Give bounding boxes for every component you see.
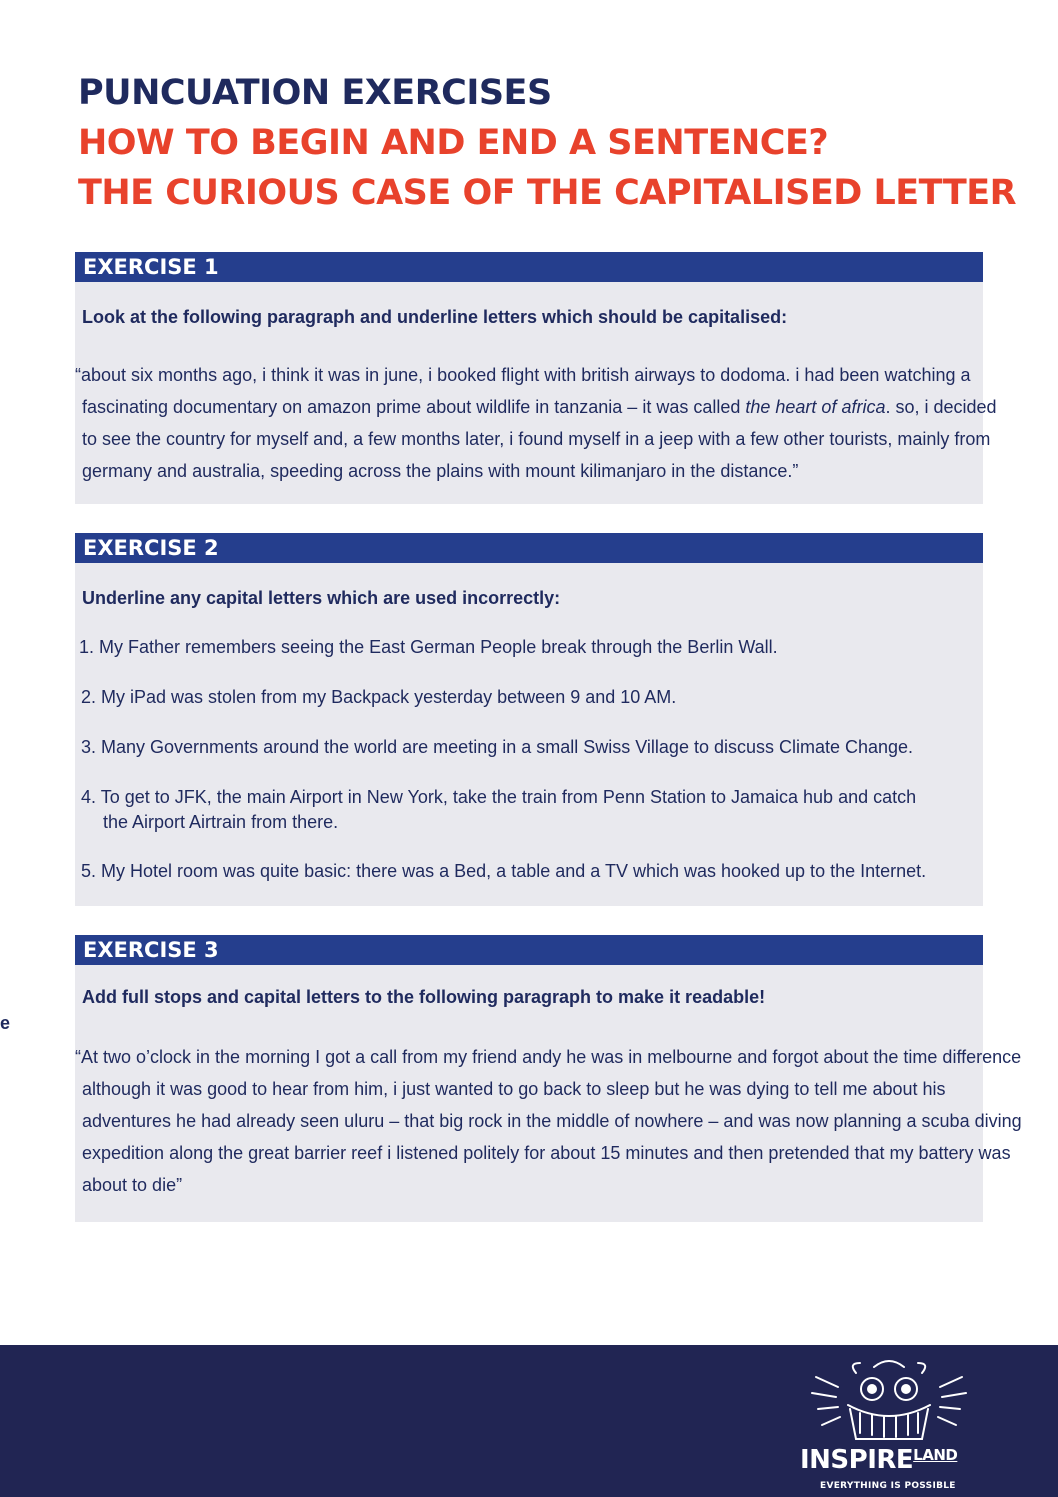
list-item: 3. Many Governments around the world are meeting in a small Swiss Village to discuss Climate Change. bbox=[81, 737, 914, 757]
footer-band bbox=[0, 1345, 1058, 1497]
logo-tagline: EVERYTHING IS POSSIBLE bbox=[820, 1481, 956, 1491]
list-item: 1. My Father remembers seeing the East German People break through the Berlin Wall. bbox=[79, 637, 778, 657]
exercise-3-heading: EXERCISE 3 bbox=[75, 935, 983, 965]
page-subtitle-2: THE CURIOUS CASE OF THE CAPITALISED LETTER bbox=[78, 173, 1017, 213]
paragraph-line: although it was good to hear from him, i just wanted to go back to sleep but he was dying to tell me about his bbox=[82, 1079, 946, 1099]
margin-letter: e bbox=[0, 1013, 11, 1033]
title-block bbox=[78, 68, 1016, 218]
list-item: 4. To get to JFK, the main Airport in New York, take the train from Penn Station to Jamaica hub and catch the Airport Airtrain from there. bbox=[81, 785, 916, 835]
logo-wordmark: $INSPIRE^{LAND}$ bbox=[800, 1445, 958, 1475]
page-title: PUNCUATION EXERCISES bbox=[78, 73, 552, 113]
exercise-3-section bbox=[75, 935, 1022, 1222]
paragraph-line: expedition along the great barrier reef i listened politely for about 15 minutes and then pretended that my battery was bbox=[82, 1143, 1011, 1163]
exercise-2-heading: EXERCISE 2 bbox=[75, 533, 983, 563]
paragraph-line: “about six months ago, i think it was in june, i booked flight with british airways to dodoma. i had been watching a bbox=[75, 365, 971, 385]
exercise-1-section bbox=[75, 252, 997, 504]
inspireland-logo bbox=[798, 1357, 980, 1489]
exercise-2-section bbox=[75, 533, 983, 906]
list-item-continuation: the Airport Airtrain from there. bbox=[103, 812, 339, 832]
exercise-3-paragraph bbox=[75, 1041, 1022, 1201]
paragraph-line: to see the country for myself and, a few months later, i found myself in a jeep with a few other tourists, mainly from bbox=[82, 429, 991, 449]
exercise-1-instruction: Look at the following paragraph and underline letters which should be capitalised: bbox=[82, 307, 788, 327]
paragraph-line: adventures he had already seen uluru – that big rock in the middle of nowhere – and was now planning a scuba diving bbox=[82, 1111, 1022, 1131]
page-subtitle-1: HOW TO BEGIN AND END A SENTENCE? bbox=[78, 123, 829, 163]
exercise-1-paragraph bbox=[75, 359, 997, 487]
paragraph-line: about to die” bbox=[82, 1175, 183, 1195]
exercise-2-instruction: Underline any capital letters which are used incorrectly: bbox=[82, 588, 561, 608]
exercise-1-heading: EXERCISE 1 bbox=[75, 252, 983, 282]
list-item: 2. My iPad was stolen from my Backpack yesterday between 9 and 10 AM. bbox=[81, 687, 677, 707]
exercise-3-instruction: Add full stops and capital letters to the following paragraph to make it readable! bbox=[82, 987, 766, 1007]
paragraph-line: germany and australia, speeding across the plains with mount kilimanjaro in the distance.” bbox=[82, 461, 799, 481]
logo-emblem-icon bbox=[798, 1357, 980, 1447]
paragraph-line: fascinating documentary on amazon prime about wildlife in tanzania – it was called the heart of africa. so, i decided bbox=[82, 397, 997, 417]
italic-title: the heart of africa bbox=[745, 397, 886, 417]
list-item: 5. My Hotel room was quite basic: there was a Bed, a table and a TV which was hooked up to the Internet. bbox=[81, 861, 927, 881]
paragraph-line: “At two o’clock in the morning I got a call from my friend andy he was in melbourne and forgot about the time difference bbox=[75, 1047, 1022, 1067]
